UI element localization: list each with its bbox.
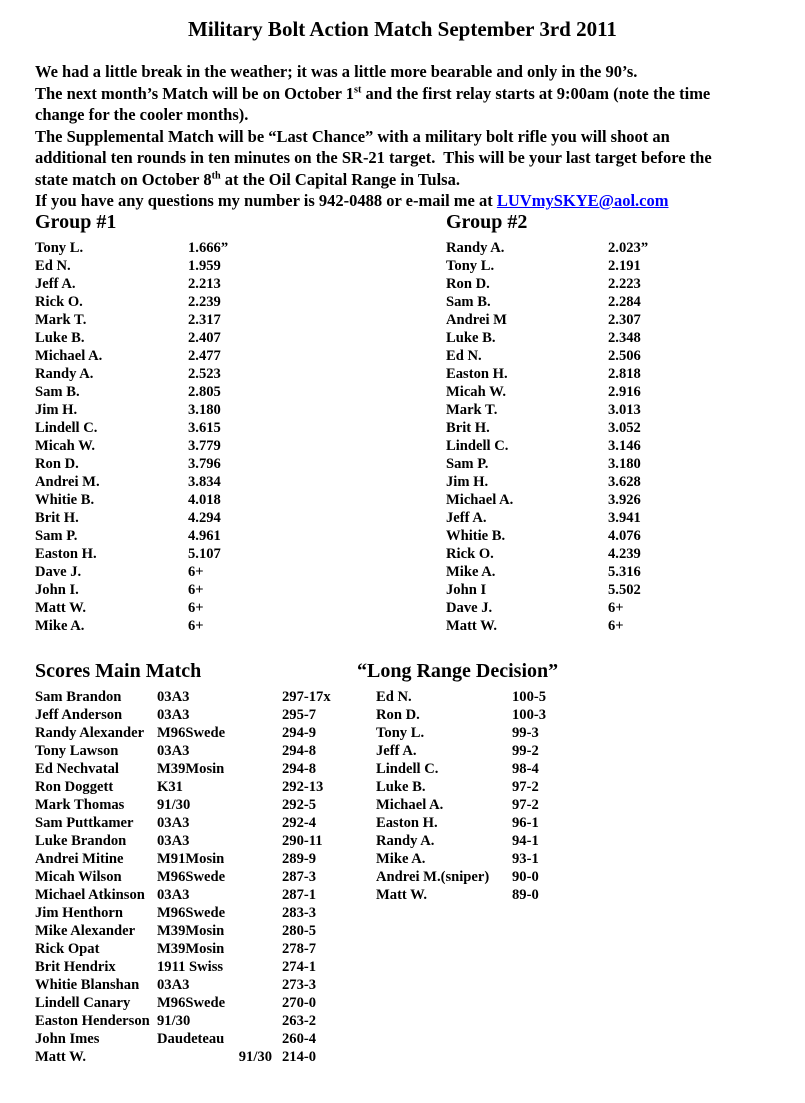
- group-size-value: 3.796: [188, 456, 221, 472]
- rifle-type: M96Swede: [157, 995, 226, 1011]
- group-size-value: 5.107: [188, 546, 221, 562]
- match-score: 98-4: [512, 761, 539, 777]
- group-row: [35, 563, 228, 581]
- shooter-name: Mike A.: [35, 618, 85, 634]
- group-row: [446, 365, 648, 383]
- group-row: [35, 257, 228, 275]
- shooter-name: Easton H.: [446, 366, 508, 382]
- shooter-name: Sam B.: [446, 294, 491, 310]
- match-score: 289-9: [282, 851, 317, 867]
- shooter-name: Lindell C.: [35, 420, 98, 436]
- group2-heading: Group #2: [446, 211, 528, 233]
- shooter-name: Rick O.: [35, 294, 83, 310]
- score-row: [35, 922, 331, 940]
- group-row: [446, 509, 648, 527]
- score-row: [35, 886, 331, 904]
- group-size-value: 2.284: [608, 294, 641, 310]
- shooter-name: Ron D.: [376, 707, 420, 723]
- long-range-list: [357, 688, 558, 904]
- shooter-name: Ron D.: [446, 276, 490, 292]
- shooter-name: Matt W.: [376, 887, 428, 903]
- group2-list: [446, 239, 648, 635]
- shooter-name: Mike A.: [376, 851, 426, 867]
- group-row: [446, 491, 648, 509]
- group-size-value: 6+: [188, 600, 204, 616]
- rifle-type: 03A3: [157, 977, 190, 993]
- shooter-name: Micah W.: [35, 438, 96, 454]
- rifle-type: 03A3: [157, 689, 190, 705]
- group-size-value: 5.316: [608, 564, 641, 580]
- group-size-value: 4.239: [608, 546, 641, 562]
- group-size-value: 2.307: [608, 312, 641, 328]
- group-size-value: 5.502: [608, 582, 641, 598]
- group-size-value: 2.317: [188, 312, 221, 328]
- text-segment: If you have any questions my number is 942-0488 or e-mail me at: [35, 191, 497, 210]
- shooter-name: Ed N.: [35, 258, 71, 274]
- score-row: [35, 688, 331, 706]
- shooter-name: Dave J.: [35, 564, 82, 580]
- group-row: [446, 581, 648, 599]
- group-size-value: 3.052: [608, 420, 641, 436]
- match-score: 97-2: [512, 779, 539, 795]
- group-size-value: 4.961: [188, 528, 221, 544]
- group-size-value: 3.834: [188, 474, 221, 490]
- group-row: [446, 527, 648, 545]
- group-row: [35, 455, 228, 473]
- group-size-value: 4.018: [188, 492, 221, 508]
- group-row: [35, 365, 228, 383]
- group-size-value: 6+: [188, 582, 204, 598]
- shooter-name: Jim H.: [35, 402, 78, 418]
- score-row: [35, 724, 331, 742]
- group-row: [35, 329, 228, 347]
- shooter-name: John I.: [35, 582, 79, 598]
- match-score: 96-1: [512, 815, 539, 831]
- shooter-name: Lindell C.: [446, 438, 509, 454]
- shooter-name: Lindell C.: [376, 761, 439, 777]
- shooter-name: Rick O.: [446, 546, 494, 562]
- shooter-name: Whitie B.: [35, 492, 95, 508]
- shooter-name: Easton H.: [376, 815, 438, 831]
- group1-list: [35, 239, 228, 635]
- group-row: [35, 545, 228, 563]
- match-score: 99-3: [512, 725, 539, 741]
- match-score: 99-2: [512, 743, 539, 759]
- score-row: [35, 706, 331, 724]
- group-row: [446, 563, 648, 581]
- shooter-name: Sam B.: [35, 384, 80, 400]
- match-score: 292-13: [282, 779, 324, 795]
- score-row: [376, 688, 558, 706]
- score-row: [35, 796, 331, 814]
- group-size-value: 3.013: [608, 402, 641, 418]
- text-segment: change for the cooler months).: [35, 105, 249, 124]
- shooter-name: Brit H.: [35, 510, 79, 526]
- shooter-name: Matt W.: [446, 618, 498, 634]
- group-row: [446, 383, 648, 401]
- shooter-name: Jeff A.: [446, 510, 487, 526]
- group-row: [446, 347, 648, 365]
- group-size-value: 2.805: [188, 384, 221, 400]
- shooter-name: Matt W.: [35, 1049, 87, 1065]
- score-row: [35, 868, 331, 886]
- rifle-type: 03A3: [157, 815, 190, 831]
- text-segment: and the first relay starts at 9:00am (note the time: [361, 83, 711, 103]
- match-score: 274-1: [282, 959, 317, 975]
- shooter-name: Easton H.: [35, 546, 97, 562]
- group-row: [446, 401, 648, 419]
- shooter-name: Randy A.: [446, 240, 505, 256]
- shooter-name: Jeff A.: [376, 743, 417, 759]
- shooter-name: Mark Thomas: [35, 797, 125, 813]
- group-size-value: 2.223: [608, 276, 641, 292]
- group-row: [35, 347, 228, 365]
- shooter-name: Luke B.: [35, 330, 85, 346]
- shooter-name: Mark T.: [35, 312, 87, 328]
- group-size-value: 2.407: [188, 330, 221, 346]
- match-score: 100-5: [512, 689, 547, 705]
- group-row: [446, 293, 648, 311]
- score-row: [35, 994, 331, 1012]
- main-match-heading: Scores Main Match: [35, 660, 202, 682]
- match-score: 90-0: [512, 869, 539, 885]
- match-score: 97-2: [512, 797, 539, 813]
- shooter-name: Ed N.: [446, 348, 482, 364]
- match-score: 100-3: [512, 707, 547, 723]
- match-score: 273-3: [282, 977, 317, 993]
- text-segment: The next month’s Match will be on October 1: [35, 83, 354, 103]
- shooter-name: Ed Nechvatal: [35, 761, 119, 777]
- intro-text: [35, 61, 800, 212]
- group-row: [35, 509, 228, 527]
- group1-heading: Group #1: [35, 211, 117, 233]
- group-size-value: 3.146: [608, 438, 641, 454]
- text-segment: We had a little break in the weather; it was a little more bearable and only in the 90’s.: [35, 62, 638, 81]
- group-size-value: 6+: [608, 600, 624, 616]
- group-row: [446, 275, 648, 293]
- shooter-name: Whitie Blanshan: [35, 977, 140, 993]
- group-size-value: 3.779: [188, 438, 221, 454]
- match-score: 290-11: [282, 833, 323, 849]
- score-row: [35, 904, 331, 922]
- score-row: [35, 760, 331, 778]
- group-row: [35, 419, 228, 437]
- group-size-value: 6+: [188, 618, 204, 634]
- group-size-value: 2.023”: [608, 240, 649, 256]
- shooter-name: Mike Alexander: [35, 923, 136, 939]
- shooter-name: Andrei Mitine: [35, 851, 124, 867]
- group-row: [446, 239, 648, 257]
- shooter-name: Sam Brandon: [35, 689, 122, 705]
- rifle-type: M39Mosin: [157, 761, 225, 777]
- shooter-name: John I: [446, 582, 487, 598]
- group-row: [446, 257, 648, 275]
- long-range-section: [357, 659, 558, 904]
- match-score: 297-17x: [282, 689, 331, 705]
- group-row: [446, 617, 648, 635]
- group-size-value: 1.666”: [188, 240, 229, 256]
- group-size-value: 2.916: [608, 384, 641, 400]
- group1-section: [35, 210, 228, 635]
- group-row: [35, 275, 228, 293]
- intro-line-weather: [35, 61, 800, 83]
- score-row: [35, 814, 331, 832]
- group-size-value: 2.477: [188, 348, 221, 364]
- group-row: [35, 239, 228, 257]
- intro-line-next-match: [35, 83, 800, 105]
- group-row: [35, 437, 228, 455]
- shooter-name: Mike A.: [446, 564, 496, 580]
- shooter-name: Jeff A.: [35, 276, 76, 292]
- group-size-value: 6+: [188, 564, 204, 580]
- rifle-type: Daudeteau: [157, 1031, 225, 1047]
- group-row: [35, 473, 228, 491]
- shooter-name: Mark T.: [446, 402, 498, 418]
- match-score: 278-7: [282, 941, 317, 957]
- shooter-name: Andrei M.(sniper): [376, 869, 490, 885]
- group-size-value: 2.506: [608, 348, 641, 364]
- rifle-type: 03A3: [157, 743, 190, 759]
- group-row: [446, 455, 648, 473]
- intro-line-supplemental: [35, 126, 800, 148]
- rifle-type: 03A3: [157, 833, 190, 849]
- score-row: [376, 778, 558, 796]
- rifle-type: 91/30: [238, 1049, 272, 1065]
- group-size-value: 6+: [608, 618, 624, 634]
- match-score: 294-8: [282, 743, 317, 759]
- match-score: 94-1: [512, 833, 539, 849]
- shooter-name: Lindell Canary: [35, 995, 131, 1011]
- shooter-name: Michael A.: [446, 492, 514, 508]
- shooter-name: Whitie B.: [446, 528, 506, 544]
- rifle-type: M96Swede: [157, 869, 226, 885]
- shooter-name: Tony L.: [376, 725, 425, 741]
- match-score: 89-0: [512, 887, 539, 903]
- score-row: [376, 832, 558, 850]
- intro-line-contact: [35, 190, 800, 212]
- group-row: [35, 311, 228, 329]
- main-match-list: [35, 688, 331, 1048]
- match-score: 270-0: [282, 995, 317, 1011]
- score-row: [376, 742, 558, 760]
- match-score: 260-4: [282, 1031, 317, 1047]
- shooter-name: Michael Atkinson: [35, 887, 145, 903]
- text-segment: state match on October 8: [35, 169, 212, 189]
- group-size-value: 3.628: [608, 474, 641, 490]
- shooter-name: Luke Brandon: [35, 833, 127, 849]
- shooter-name: Ron Doggett: [35, 779, 114, 795]
- match-score: 294-8: [282, 761, 317, 777]
- shooter-name: Rick Opat: [35, 941, 100, 957]
- group-size-value: 3.941: [608, 510, 641, 526]
- score-row: [35, 742, 331, 760]
- group-size-value: 2.239: [188, 294, 221, 310]
- group-size-value: 3.615: [188, 420, 221, 436]
- match-score: 292-5: [282, 797, 317, 813]
- rifle-type: M96Swede: [157, 905, 226, 921]
- score-row: [376, 850, 558, 868]
- group-size-value: 4.294: [188, 510, 221, 526]
- match-score: 283-3: [282, 905, 317, 921]
- shooter-name: Matt W.: [35, 600, 87, 616]
- group-row: [35, 599, 228, 617]
- shooter-name: Michael A.: [376, 797, 444, 813]
- score-row: [376, 724, 558, 742]
- match-score: 292-4: [282, 815, 317, 831]
- email-link[interactable]: LUVmySKYE@aol.com: [496, 191, 669, 210]
- score-row: [376, 868, 558, 886]
- rifle-type: 1911 Swiss: [157, 959, 224, 975]
- shooter-name: Tony L.: [446, 258, 495, 274]
- rifle-type: 91/30: [157, 797, 191, 813]
- group-size-value: 3.180: [608, 456, 641, 472]
- intro-line-state-match: [35, 169, 800, 191]
- group-row: [446, 311, 648, 329]
- group-size-value: 2.523: [188, 366, 221, 382]
- ordinal-superscript: th: [211, 170, 221, 181]
- group-row: [35, 491, 228, 509]
- score-row: [35, 1030, 331, 1048]
- score-row: [35, 940, 331, 958]
- shooter-name: Luke B.: [376, 779, 426, 795]
- shooter-name: Brit Hendrix: [35, 959, 116, 975]
- page-title: Military Bolt Action Match September 3rd 2011: [188, 17, 617, 41]
- shooter-name: Randy Alexander: [35, 725, 145, 741]
- rifle-type: 03A3: [157, 887, 190, 903]
- shooter-name: Andrei M: [446, 312, 507, 328]
- group-size-value: 3.926: [608, 492, 641, 508]
- shooter-name: Michael A.: [35, 348, 103, 364]
- shooter-name: Ed N.: [376, 689, 412, 705]
- shooter-name: Sam P.: [446, 456, 489, 472]
- score-row: [376, 886, 558, 904]
- text-segment: at the Oil Capital Range in Tulsa.: [220, 169, 460, 189]
- shooter-name: Jim H.: [446, 474, 489, 490]
- ordinal-superscript: st: [354, 84, 362, 95]
- shooter-name: Brit H.: [446, 420, 490, 436]
- group-row: [35, 581, 228, 599]
- shooter-name: Luke B.: [446, 330, 496, 346]
- score-row: [376, 814, 558, 832]
- group2-section: [446, 210, 648, 635]
- group-row: [446, 437, 648, 455]
- shooter-name: Micah Wilson: [35, 869, 122, 885]
- score-row: [35, 832, 331, 850]
- match-score: 93-1: [512, 851, 539, 867]
- group-size-value: 2.213: [188, 276, 221, 292]
- score-row: [376, 796, 558, 814]
- shooter-name: Micah W.: [446, 384, 507, 400]
- group-row: [35, 617, 228, 635]
- shooter-name: Sam Puttkamer: [35, 815, 134, 831]
- group-size-value: 4.076: [608, 528, 641, 544]
- score-row: [35, 1012, 331, 1030]
- intro-line-sr21: [35, 147, 800, 169]
- rifle-type: M39Mosin: [157, 941, 225, 957]
- shooter-name: Randy A.: [35, 366, 94, 382]
- group-row: [446, 545, 648, 563]
- shooter-name: Andrei M.: [35, 474, 100, 490]
- shooter-name: Tony L.: [35, 240, 84, 256]
- rifle-type: K31: [157, 779, 183, 795]
- shooter-name: John Imes: [35, 1031, 100, 1047]
- match-score: 287-1: [282, 887, 317, 903]
- group-size-value: 2.191: [608, 258, 641, 274]
- group-row: [35, 401, 228, 419]
- score-row: [35, 778, 331, 796]
- group-size-value: 1.959: [188, 258, 221, 274]
- score-row: [35, 976, 331, 994]
- shooter-name: Easton Henderson: [35, 1013, 150, 1029]
- score-row: [35, 958, 331, 976]
- match-score: 287-3: [282, 869, 317, 885]
- shooter-name: Tony Lawson: [35, 743, 119, 759]
- rifle-type: M96Swede: [157, 725, 226, 741]
- group-row: [35, 527, 228, 545]
- group-size-value: 2.348: [608, 330, 641, 346]
- score-row: [35, 1048, 331, 1066]
- rifle-type: M91Mosin: [157, 851, 225, 867]
- shooter-name: Ron D.: [35, 456, 79, 472]
- match-score: 263-2: [282, 1013, 317, 1029]
- long-range-heading: “Long Range Decision”: [357, 660, 559, 682]
- group-row: [35, 383, 228, 401]
- intro-line-time-change: [35, 104, 800, 126]
- text-segment: The Supplemental Match will be “Last Chance” with a military bolt rifle you will shoot an: [35, 126, 670, 146]
- match-score: 295-7: [282, 707, 317, 723]
- score-row: [376, 706, 558, 724]
- shooter-name: Randy A.: [376, 833, 435, 849]
- shooter-name: Sam P.: [35, 528, 78, 544]
- rifle-type: 03A3: [157, 707, 190, 723]
- match-score: 280-5: [282, 923, 317, 939]
- match-score: 294-9: [282, 725, 317, 741]
- shooter-name: Dave J.: [446, 600, 493, 616]
- score-row: [35, 850, 331, 868]
- group-row: [446, 473, 648, 491]
- shooter-name: Jeff Anderson: [35, 707, 123, 723]
- match-score: 214-0: [282, 1049, 317, 1065]
- text-segment: additional ten rounds in ten minutes on the SR-21 target. This will be your last target before the: [35, 148, 712, 167]
- score-row: [376, 760, 558, 778]
- group-row: [446, 599, 648, 617]
- group-row: [446, 329, 648, 347]
- group-row: [35, 293, 228, 311]
- group-size-value: 3.180: [188, 402, 221, 418]
- rifle-type: 91/30: [157, 1013, 191, 1029]
- shooter-name: Jim Henthorn: [35, 905, 123, 921]
- rifle-type: M39Mosin: [157, 923, 225, 939]
- group-size-value: 2.818: [608, 366, 641, 382]
- group-row: [446, 419, 648, 437]
- main-match-section: [35, 659, 331, 1066]
